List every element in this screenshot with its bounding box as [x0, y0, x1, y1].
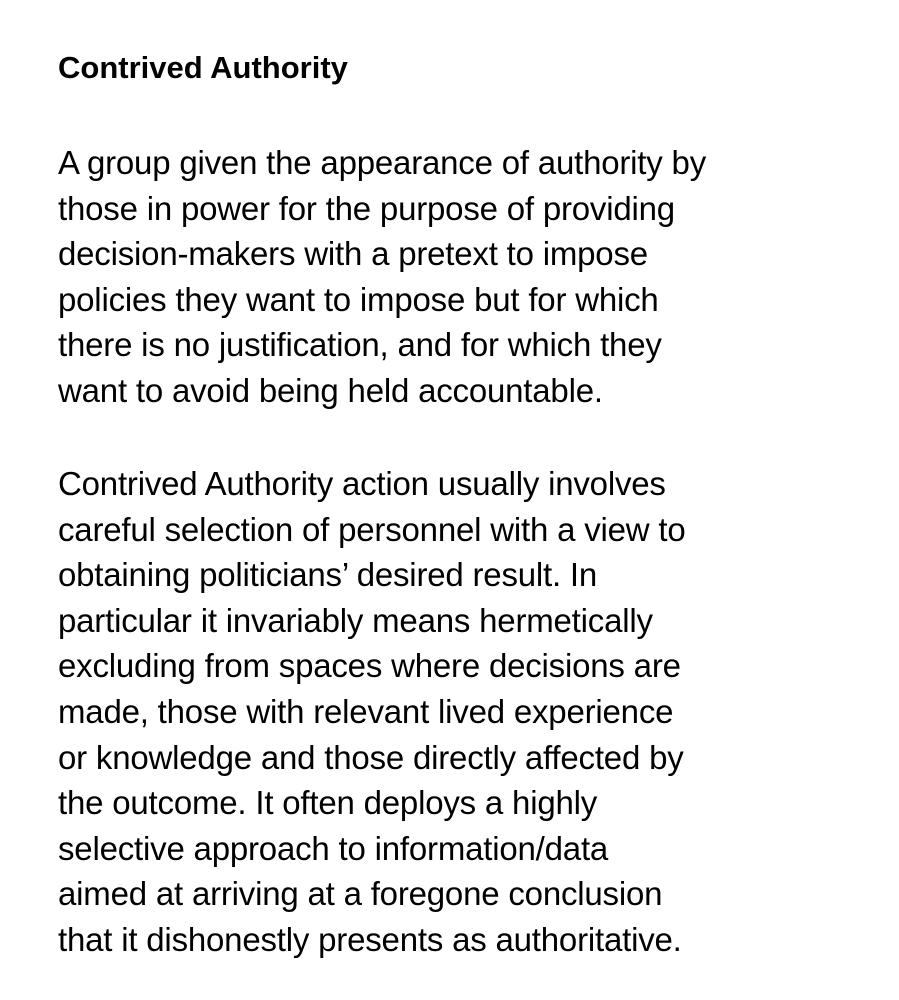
description-paragraph [58, 461, 686, 963]
document-title: Contrived Authority [58, 50, 348, 85]
text-line: excluding from spaces where decisions are [58, 647, 681, 685]
text-line: policies they want to impose but for which [58, 280, 659, 318]
text-line: decision-makers with a pretext to impose [58, 235, 648, 273]
text-line: that it dishonestly presents as authoritative. [58, 920, 682, 958]
text-line: those in power for the purpose of providing [58, 189, 675, 227]
text-line: obtaining politicians’ desired result. In [58, 556, 598, 594]
text-line: there is no justification, and for which they [58, 326, 662, 364]
text-line: or knowledge and those directly affected by [58, 738, 684, 776]
text-line: Contrived Authority action usually involves [58, 465, 666, 502]
text-line: careful selection of personnel with a view to [58, 510, 686, 548]
text-line: A group given the appearance of authority by [58, 144, 706, 181]
text-line: want to avoid being held accountable. [58, 371, 603, 409]
text-line: the outcome. It often deploys a highly [58, 784, 598, 822]
text-line: made, those with relevant lived experience [58, 692, 674, 730]
definition-paragraph [58, 140, 706, 414]
text-line: particular it invariably means hermetically [58, 601, 653, 639]
text-line: aimed at arriving at a foregone conclusion [58, 875, 663, 913]
text-line: selective approach to information/data [58, 829, 609, 867]
